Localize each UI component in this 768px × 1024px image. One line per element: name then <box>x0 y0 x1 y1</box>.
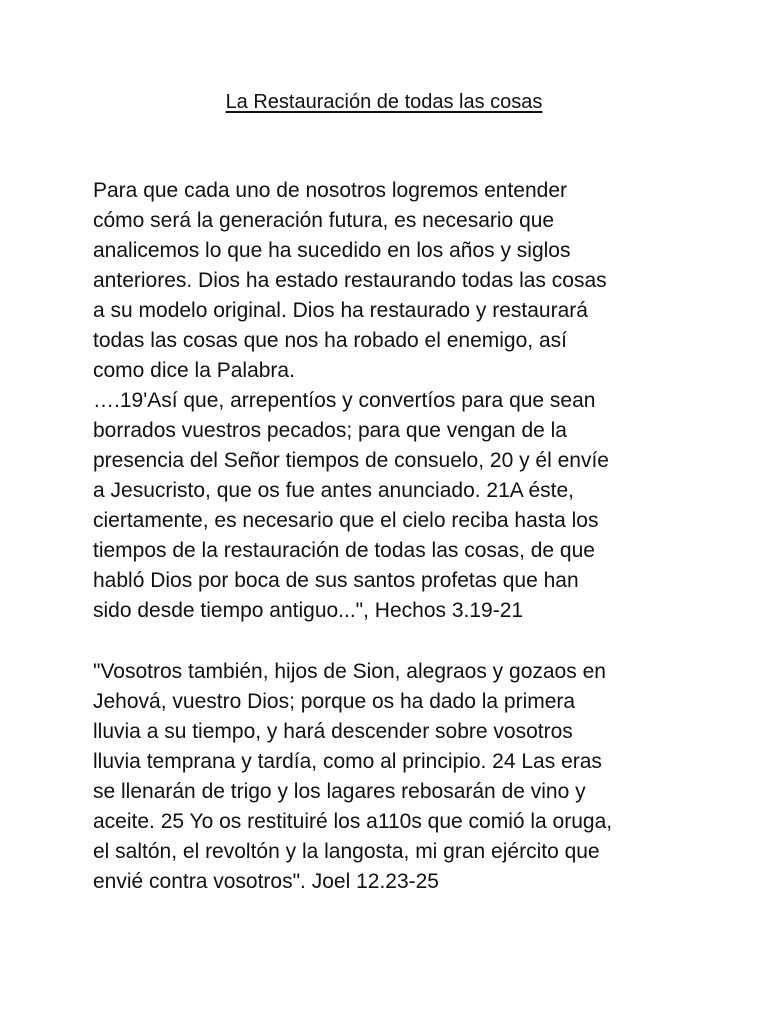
text-line: sido desde tiempo antiguo...", Hechos 3.19-21 <box>93 599 524 622</box>
text-line: a Jesucristo, que os fue antes anunciado. 21A éste, <box>93 479 574 502</box>
text-line: lluvia temprana y tardía, como al principio. 24 Las eras <box>93 750 602 773</box>
text-line: presencia del Señor tiempos de consuelo, 20 y él envíe <box>93 449 609 472</box>
text-line: cómo será la generación futura, es necesario que <box>93 209 555 232</box>
text-line: aceite. 25 Yo os restituiré los a110s que comió la oruga, <box>93 810 613 833</box>
text-line: se llenarán de trigo y los lagares rebosarán de vino y <box>93 780 586 803</box>
text-line: lluvia a su tiempo, y hará descender sobre vosotros <box>93 720 573 743</box>
text-line: borrados vuestros pecados; para que vengan de la <box>93 419 567 442</box>
text-line: todas las cosas que nos ha robado el enemigo, así <box>93 329 567 352</box>
text-line: ciertamente, es necesario que el cielo reciba hasta los <box>93 509 599 532</box>
text-line: habló Dios por boca de sus santos profetas que han <box>93 569 579 592</box>
text-line: Para que cada uno de nosotros logremos entender <box>93 179 567 202</box>
text-line: analicemos lo que ha sucedido en los años y siglos <box>93 239 571 262</box>
text-line: como dice la Palabra. <box>93 359 295 382</box>
text-line: a su modelo original. Dios ha restaurado y restaurará <box>93 299 588 322</box>
text-line: anteriores. Dios ha estado restaurando todas las cosas <box>93 269 607 292</box>
text-line: tiempos de la restauración de todas las cosas, de que <box>93 539 595 562</box>
text-line: ….19'Así que, arrepentíos y convertíos para que sean <box>93 389 596 412</box>
paragraph-block-2 <box>93 657 693 897</box>
paragraph-block-1 <box>93 176 693 626</box>
text-line: Jehová, vuestro Dios; porque os ha dado la primera <box>93 690 576 713</box>
text-line: el saltón, el revoltón y la langosta, mi gran ejército que <box>93 840 600 863</box>
document-title: La Restauración de todas las cosas <box>225 91 543 113</box>
text-line: envié contra vosotros". Joel 12.23-25 <box>93 870 439 893</box>
text-line: "Vosotros también, hijos de Sion, alegraos y gozaos en <box>93 660 606 683</box>
